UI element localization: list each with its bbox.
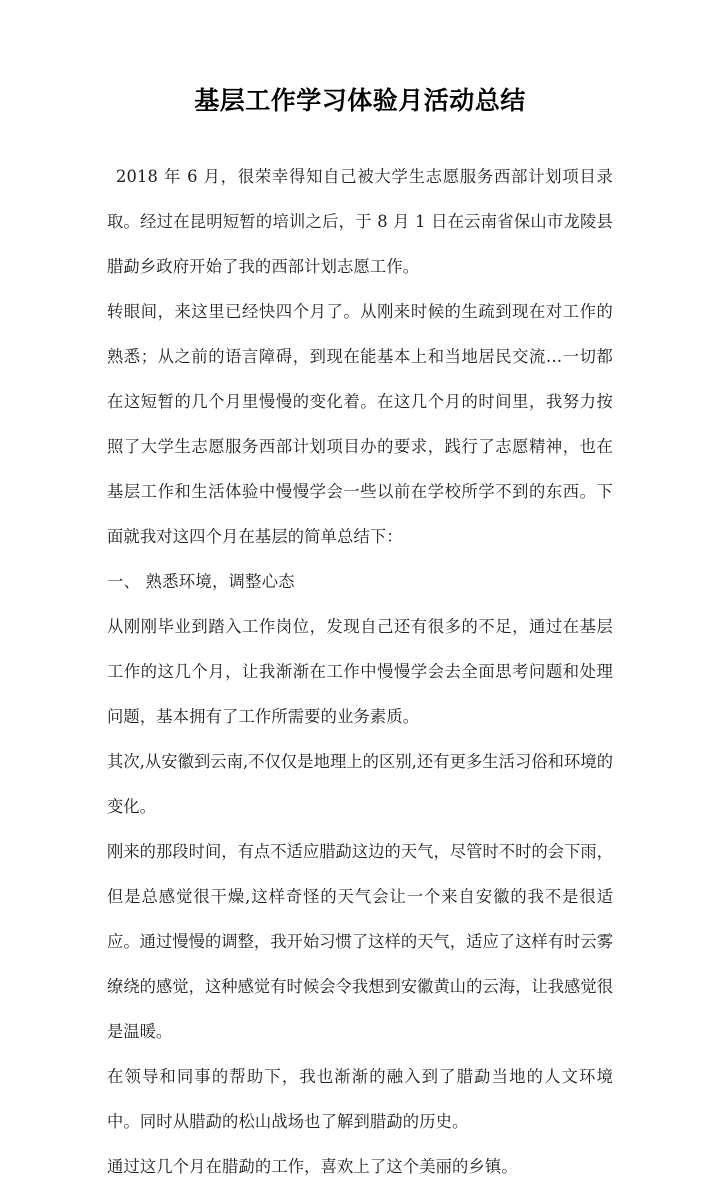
paragraph-7: 在领导和同事的帮助下，我也渐渐的融入到了腊勐当地的人文环境中。同时从腊勐的松山战场也了解到腊勐的历史。 — [107, 1067, 613, 1131]
paragraph-4: 从刚刚毕业到踏入工作岗位，发现自己还有很多的不足，通过在基层工作的这几个月，让我渐渐在工作中慢慢学会去全面思考问题和处理问题，基本拥有了工作所需要的业务素质。 — [107, 617, 613, 726]
paragraph-2: 转眼间，来这里已经快四个月了。从刚来时候的生疏到现在对工作的熟悉；从之前的语言障碍，到现在能基本上和当地居民交流…一切都在这短暂的几个月里慢慢的变化着。在这几个月的时间里，我努力按照了大学生志愿服务西部计划项目办的要求，践行了志愿精神，也在基层工作和生活体验中慢慢学会一些以前在学校所学不到的东西。下面就我对这四个月在基层的简单总结下： — [107, 302, 613, 546]
document-body — [107, 0, 613, 1189]
paragraph-1: 2018 年 6 月，很荣幸得知自己被大学生志愿服务西部计划项目录取。经过在昆明短暂的培训之后，于 8 月 1 日在云南省保山市龙陵县腊勐乡政府开始了我的西部计划志愿工作。 — [107, 167, 613, 276]
page-title: 基层工作学习体验月活动总结 — [194, 86, 526, 115]
paragraph-5: 其次,从安徽到云南,不仅仅是地理上的区别,还有更多生活习俗和环境的变化。 — [107, 752, 613, 816]
section-heading-1: 一、 熟悉环境，调整心态 — [107, 572, 295, 591]
paragraph-8: 通过这几个月在腊勐的工作，喜欢上了这个美丽的乡镇。 — [107, 1157, 518, 1176]
paragraph-6: 刚来的那段时间，有点不适应腊勐这边的天气，尽管时不时的会下雨，但是总感觉很干燥,这样奇怪的天气会让一个来自安徽的我不是很适应。通过慢慢的调整，我开始习惯了这样的天气，适应了这样有时云雾缭绕的感觉，这种感觉有时候会令我想到安徽黄山的云海，让我感觉很是温暖。 — [107, 842, 613, 1041]
